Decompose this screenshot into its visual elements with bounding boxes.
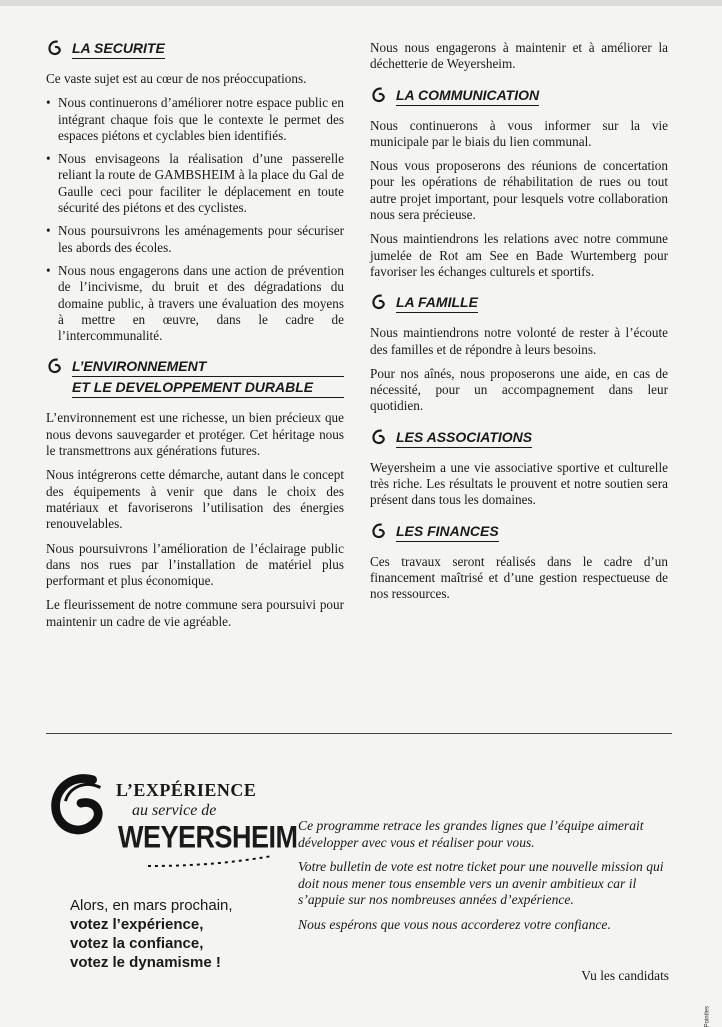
- left-column: [46, 40, 344, 638]
- brand-line-2: au service de: [132, 802, 217, 819]
- section-heading-associations: [370, 429, 668, 450]
- list-item: • Nous continuerons d’améliorer notre espace public en intégrant chaque fois que le contexte le permet des espaces piétons et cyclables bien identifiés.: [46, 95, 344, 144]
- paragraph: Nous maintiendrons notre volonté de rester à l’écoute des familles et de répondre à leurs besoins.: [370, 325, 668, 357]
- six-logo-icon: [370, 86, 388, 104]
- paragraph: Votre bulletin de vote est notre ticket pour une nouvelle mission qui doit nous mener tous ensemble vers un avenir ambitieux car il s’appuie sur nos nombreuses années d’expérience.: [298, 859, 664, 907]
- section-heading-environnement: [46, 358, 344, 400]
- top-edge-band: [0, 0, 722, 6]
- paragraph: Nous maintiendrons les relations avec notre commune jumelée de Rot am See en Bade Wurtemberg pour favoriser les échanges culturels et sportifs.: [370, 231, 668, 279]
- section-heading-communication: [370, 87, 668, 108]
- paragraph: Weyersheim a une vie associative sportive et culturelle très riche. Les résultats le prouvent et notre soutien sera présent dans tous les domaines.: [370, 459, 668, 508]
- closing-text: [298, 818, 668, 941]
- securite-intro: Ce vaste sujet est au cœur de nos préoccupations.: [46, 71, 307, 86]
- vote-callout: [70, 896, 300, 972]
- section-heading-famille: [370, 294, 668, 315]
- six-logo-icon: [370, 522, 388, 540]
- right-column: [370, 40, 668, 611]
- securite-list: [46, 95, 344, 344]
- six-logo-icon: [46, 39, 64, 57]
- paragraph: L’environnement est une richesse, un bien précieux que nous devons sauvegarder et protéger. Cet héritage nous le transmettrons aux générations futures.: [46, 410, 344, 459]
- paragraph: Nous continuerons à vous informer sur la vie municipale par le biais du lien communal.: [370, 117, 668, 149]
- six-logo-icon: [370, 293, 388, 311]
- paragraph: Nous intégrerons cette démarche, autant dans le concept des équipements à venir que dans le choix des matériaux et favoriserons l’utilisation des énergies renouvelables.: [46, 467, 344, 532]
- six-logo-icon: [46, 357, 64, 375]
- paragraph: Nous espérons que vous nous accorderez votre confiance.: [298, 916, 611, 932]
- six-logo-icon: [370, 428, 388, 446]
- section-title: LA SECURITE: [72, 40, 165, 59]
- signature: Vu les candidats: [581, 968, 669, 983]
- brand-line-1: L’EXPÉRIENCE: [116, 780, 257, 800]
- dotted-swoosh-icon: [146, 854, 276, 868]
- paragraph: Ce programme retrace les grandes lignes que l’équipe aimerait développer avec vous et réaliser pour vous.: [298, 818, 644, 850]
- brand-logo: [46, 768, 296, 868]
- paragraph: Nous poursuivrons l’amélioration de l’éclairage public dans nos rues par l’installation de matériel plus performant et plus économique.: [46, 540, 344, 589]
- callout-line: votez l’expérience,: [70, 916, 204, 933]
- section-heading-finances: [370, 523, 668, 544]
- section-heading-securite: [46, 40, 344, 61]
- section-title: ET LE DEVELOPPEMENT DURABLE: [72, 379, 344, 398]
- section-title: LA COMMUNICATION: [396, 87, 539, 106]
- list-item: • Nous nous engagerons dans une action de prévention de l’incivisme, du bruit et des dégradations du domaine public, à travers une évaluation des moyens à mettre en œuvre, dans le cadre de l’intercommunalité.: [46, 263, 344, 344]
- paragraph: Nous vous proposerons des réunions de concertation pour les opérations de réhabilitation de rues ou tout autre projet important, pour lesquels votre collaboration nous sera précieuse.: [370, 158, 668, 223]
- list-item: • Nous envisageons la réalisation d’une passerelle reliant la route de GAMBSHEIM à la place du Gal de Gaulle ceci pour faciliter le déplacement en toute sécurité des piétons et des cyclistes.: [46, 151, 344, 216]
- list-item: • Nous poursuivrons les aménagements pour sécuriser les abords des écoles.: [46, 223, 344, 256]
- section-title: L’ENVIRONNEMENT: [72, 358, 344, 377]
- paragraph: Le fleurissement de notre commune sera poursuivi pour maintenir un cadre de vie agréable.: [46, 597, 344, 629]
- section-title: LES ASSOCIATIONS: [396, 429, 532, 448]
- section-title: LA FAMILLE: [396, 294, 478, 313]
- paragraph: Pour nos aînés, nous proposerons une aide, en cas de nécessité, pour un accompagnement dans leur quotidien.: [370, 365, 668, 414]
- callout-line: Alors, en mars prochain,: [70, 897, 233, 914]
- horizontal-divider: [46, 733, 672, 734]
- section-title: LES FINANCES: [396, 523, 499, 542]
- paragraph: Nous nous engagerons à maintenir et à améliorer la déchetterie de Weyersheim.: [370, 40, 668, 72]
- six-logo-icon: [46, 772, 114, 840]
- brand-line-3: WEYERSHEIM: [118, 820, 298, 855]
- printer-mark: Pointles: [704, 1006, 710, 1027]
- paragraph: Ces travaux seront réalisés dans le cadre d’un financement maîtrisé et d’une gestion respectueuse de nos ressources.: [370, 553, 668, 602]
- callout-line: votez le dynamisme !: [70, 954, 221, 971]
- callout-line: votez la confiance,: [70, 935, 204, 952]
